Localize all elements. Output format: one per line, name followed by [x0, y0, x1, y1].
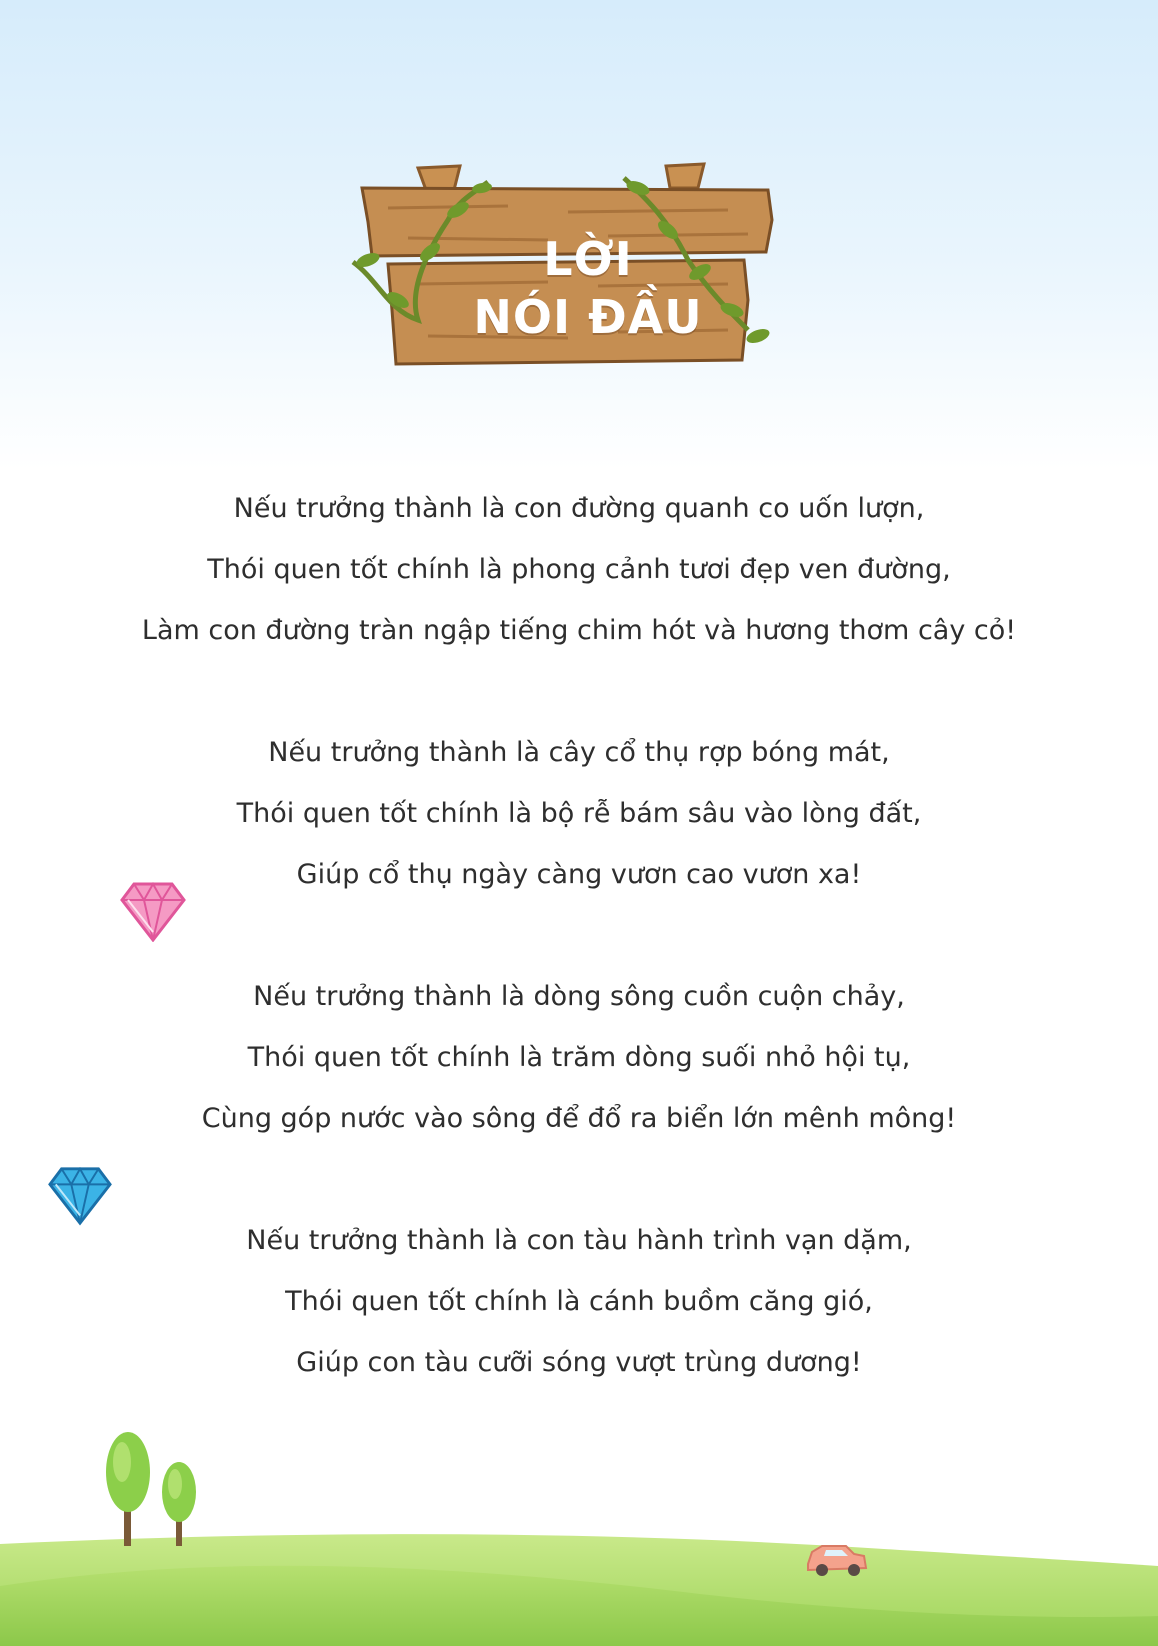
- poem-line: Nếu trưởng thành là dòng sông cuồn cuộn chảy,: [253, 981, 905, 1012]
- poem-line: Thói quen tốt chính là bộ rễ bám sâu vào lòng đất,: [236, 798, 922, 829]
- poem-line: Làm con đường tràn ngập tiếng chim hót và hương thơm cây cỏ!: [141, 615, 1017, 646]
- stanza-1: [0, 478, 1158, 661]
- poem-line: Giúp cổ thụ ngày càng vươn cao vươn xa!: [296, 859, 862, 890]
- poem-line: Nếu trưởng thành là con đường quanh co uốn lượn,: [233, 493, 925, 524]
- blue-diamond-icon: [48, 1166, 112, 1226]
- poem-line: Thói quen tốt chính là cánh buồm căng gió,: [285, 1286, 873, 1317]
- stanza-4: [0, 1210, 1158, 1393]
- title-line-2: NÓI ĐẦU: [473, 290, 703, 344]
- tree-icon: [162, 1462, 196, 1546]
- poem-line: Thói quen tốt chính là trăm dòng suối nhỏ hội tụ,: [247, 1042, 911, 1073]
- pink-diamond-icon: [120, 882, 186, 942]
- grass-hill-illustration: [0, 1380, 1158, 1646]
- poem-line: Cùng góp nước vào sông để đổ ra biển lớn mênh mông!: [201, 1103, 957, 1134]
- poem-line: Nếu trưởng thành là cây cổ thụ rợp bóng mát,: [268, 737, 890, 768]
- poem-line: Giúp con tàu cưỡi sóng vượt trùng dương!: [296, 1347, 862, 1378]
- poem-line: Nếu trưởng thành là con tàu hành trình vạn dặm,: [246, 1225, 912, 1256]
- page-title: [348, 230, 828, 346]
- stanza-2: [0, 722, 1158, 905]
- tree-icon: [106, 1432, 150, 1546]
- poem-line: Thói quen tốt chính là phong cảnh tươi đẹp ven đường,: [207, 554, 951, 585]
- title-line-1: LỜI: [543, 232, 633, 286]
- heading-sign: [348, 160, 828, 390]
- stanza-3: [0, 966, 1158, 1149]
